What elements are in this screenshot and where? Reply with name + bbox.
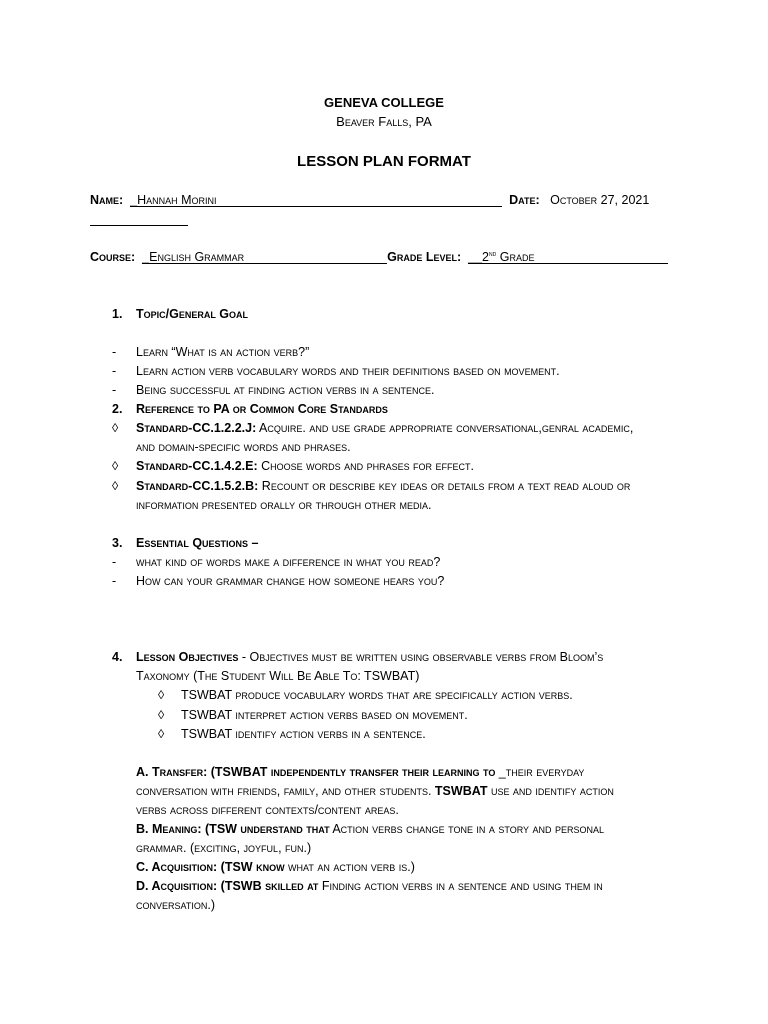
objective-item: TSWBAT interpret action verbs based on movement.: [181, 708, 468, 722]
standard-item: Standard-CC.1.5.2.B: Recount or describe key ideas or details from a text read aloud or: [136, 479, 631, 493]
list-item: Learn “What is an action verb?”: [136, 345, 310, 359]
objective-item: TSWBAT produce vocabulary words that are specifically action verbs.: [181, 688, 573, 702]
name-row: [90, 193, 649, 207]
course-row: [90, 250, 668, 264]
standard-item-continuation: and domain-specific words and phrases.: [136, 440, 351, 454]
list-item: what kind of words make a difference in what you read?: [136, 555, 441, 569]
section-heading-continuation: Taxonomy (The Student Will Be Able To: TSWBAT): [136, 669, 420, 683]
name-field: _Hannah Morini: [130, 193, 502, 207]
college-location: Beaver Falls, PA: [336, 114, 432, 129]
date-label: Date:: [509, 193, 540, 207]
date-continuation-line: [90, 212, 188, 229]
diamond-bullet-icon: ◊: [158, 688, 165, 702]
list-item: How can your grammar change how someone hears you?: [136, 574, 445, 588]
section-number: 3.: [112, 536, 123, 550]
document-title: LESSON PLAN FORMAT: [297, 153, 471, 170]
section-number: 4.: [112, 650, 123, 664]
goal-acquisition-skill: D. Acquisition: (TSWB skilled at Finding action verbs in a sentence and using them in: [136, 879, 603, 893]
section-heading: Lesson Objectives - Objectives must be written using observable verbs from Bloom’s: [136, 650, 604, 664]
date-value: October 27, 2021: [550, 193, 650, 207]
list-item: Learn action verb vocabulary words and their definitions based on movement.: [136, 364, 560, 378]
goal-acquisition: C. Acquisition: (TSW know what an action verb is.): [136, 860, 415, 874]
section-number: 2.: [112, 402, 123, 416]
goal-transfer: A. Transfer: (TSWBAT independently transfer their learning to _their everyday: [136, 765, 585, 779]
diamond-bullet-icon: ◊: [158, 708, 165, 722]
goal-acquisition-skill-continuation: conversation.): [136, 898, 215, 912]
grade-field: __2nd Grade: [468, 250, 668, 264]
standard-item: Standard-CC.1.4.2.E: Choose words and phrases for effect.: [136, 459, 474, 473]
objective-item: TSWBAT identify action verbs in a sentence.: [181, 727, 426, 741]
section-number: 1.: [112, 307, 123, 321]
college-name: GENEVA COLLEGE: [324, 95, 444, 110]
list-item: Being successful at finding action verbs in a sentence.: [136, 383, 435, 397]
course-label: Course:: [90, 250, 136, 264]
section-heading: Reference to PA or Common Core Standards: [136, 402, 388, 416]
standard-item-continuation: information presented orally or through other media.: [136, 498, 432, 512]
goal-meaning-continuation: grammar. (exciting, joyful, fun.): [136, 841, 312, 855]
goal-transfer-continuation: verbs across different contexts/content areas.: [136, 803, 399, 817]
goal-transfer-continuation: conversation with friends, family, and other students. TSWBAT use and identify action: [136, 784, 614, 798]
document-page: GENEVA COLLEGE Beaver Falls, PA LESSON PLAN FORMAT Name: _Hannah Morini Date: October 27, 2021 Course: _English Grammar Grade Level: __2nd Grade 1. Topic/General Goal - Learn “What is an action verb?” - Learn action verb vocabulary words and their definitions based on movement. - Being successful at finding action verbs in a sentence. 2. Reference to PA or Common Core Standards ◊ Standard-CC.1.2.2.J: Acquire. and use grade appropriate conversational,genral academic, and domain-specific words and phrases. ◊ Standard-CC.1.4.2.E: Choose words and phrases for effect. ◊ Standard-CC.1.5.2.B: Recount or describe key ideas or details from a text read aloud or information presented orally or through other media. 3. Essential Questions – - what kind of words make a difference in what you read? - How can your grammar change how someone hears you? 4. Lesson Objectives - Objectives must be written using observable verbs from Bloom’s Taxonomy (The Student Will Be Able To: TSWBAT) ◊ TSWBAT produce vocabulary words that are specifically action verbs. ◊ TSWBAT interpret action verbs based on movement. ◊ TSWBAT identify action verbs in a sentence. A. Transfer: (TSWBAT independently transfer their learning to _their everyday conversation with friends, family, and other students. TSWBAT use and identify action verbs across different contexts/content areas. B. Meaning: (TSW understand that Action verbs change tone in a story and personal grammar. (exciting, joyful, fun.) C. Acquisition: (TSW know what an action verb is.) D. Acquisition: (TSWB skilled at Finding action verbs in a sentence and using them in conversation.): [0, 0, 768, 1024]
diamond-bullet-icon: ◊: [112, 459, 119, 473]
section-heading: Topic/General Goal: [136, 307, 249, 321]
course-field: _English Grammar: [142, 250, 387, 264]
standard-item: Standard-CC.1.2.2.J: Acquire. and use grade appropriate conversational,genral academic,: [136, 421, 634, 435]
grade-label: Grade Level:: [387, 250, 462, 264]
diamond-bullet-icon: ◊: [112, 421, 119, 435]
diamond-bullet-icon: ◊: [158, 727, 165, 741]
name-label: Name:: [90, 193, 124, 207]
goal-meaning: B. Meaning: (TSW understand that Action verbs change tone in a story and personal: [136, 822, 605, 836]
section-heading: Essential Questions –: [136, 536, 259, 550]
diamond-bullet-icon: ◊: [112, 479, 119, 493]
